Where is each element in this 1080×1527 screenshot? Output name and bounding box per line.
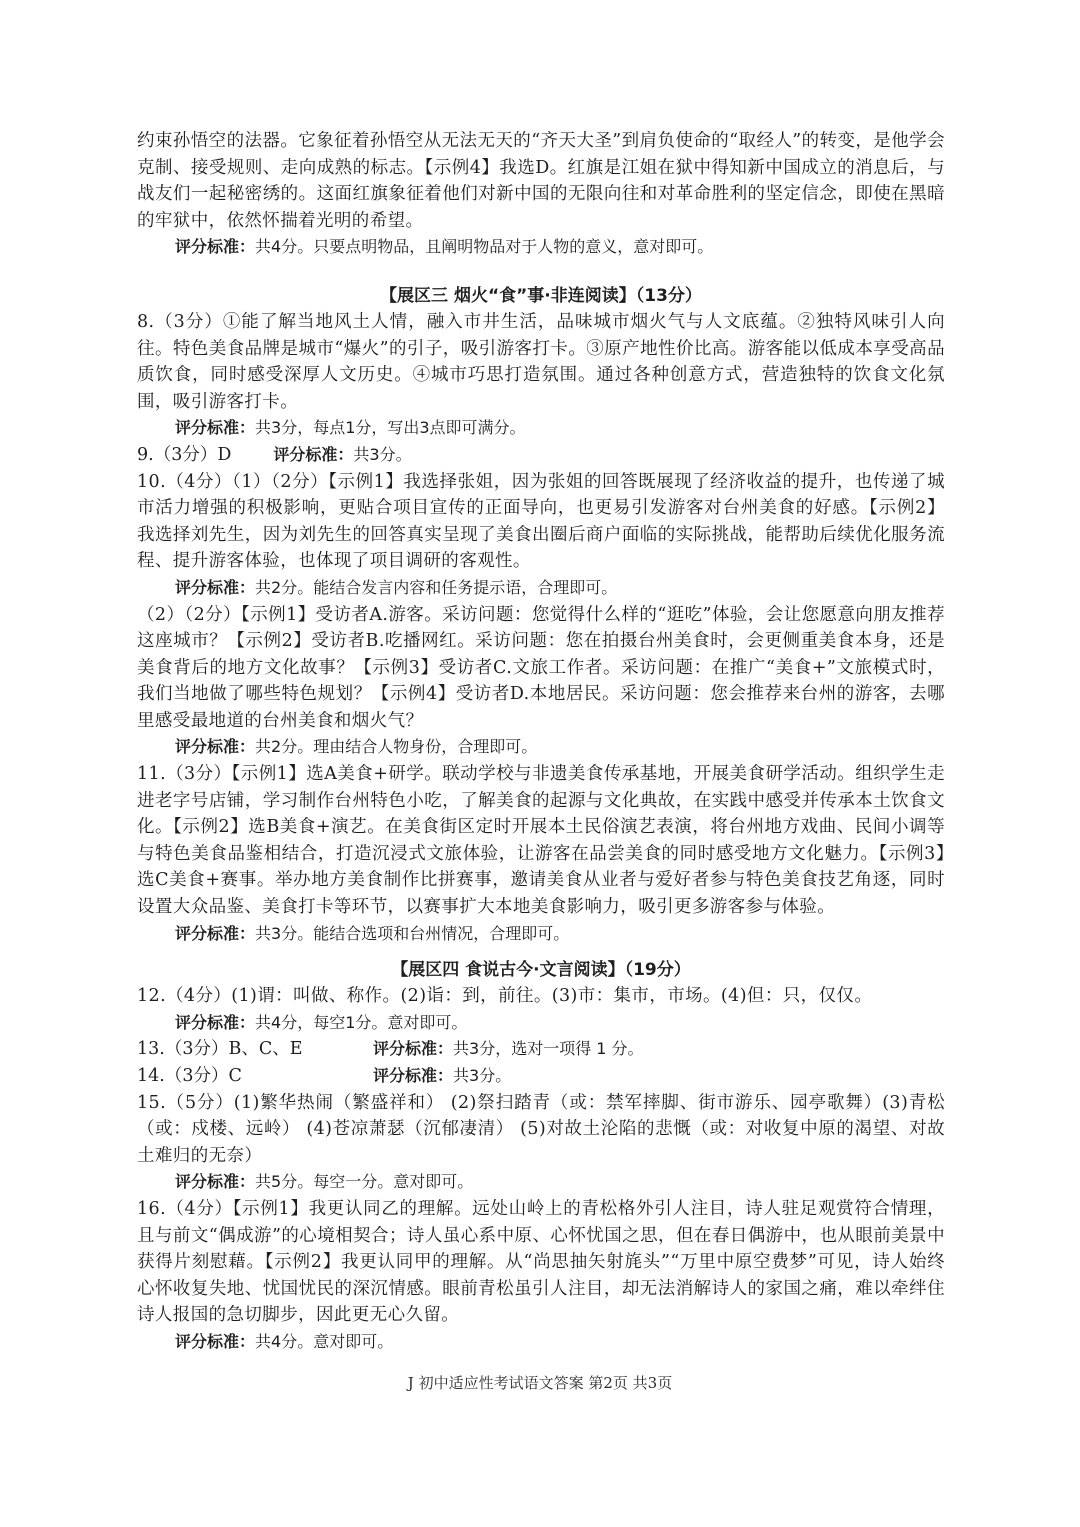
scoring-label: 评分标准： [373, 1039, 454, 1059]
q16-answer: 16.（4分）【示例1】我更认同乙的理解。远处山岭上的青松格外引人注目，诗人驻足观赏符合情理，且与前文“偶成游”的心境相契合；诗人虽心系中原、心怀忧国之思，但在春日偶游中，也从眼前美景中获得片刻慰藉。【示例2】我更认同甲的理解。从“尚思抽矢射旄头”“万里中原空费梦”可见，诗人始终心怀收复失地、忧国忧民的深沉情感。眼前青松虽引人注目，却无法消解诗人的家国之痛，难以牵绊住诗人报国的急切脚步，因此更无心久留。 [137, 1198, 945, 1326]
scoring-text: 共3分，每点1分，写出3点即可满分。 [255, 418, 526, 438]
scoring-label: 评分标准： [175, 237, 256, 257]
scoring-label: 评分标准： [175, 1172, 256, 1192]
q10-part1-scoring-standard [175, 575, 945, 602]
scoring-label: 评分标准： [175, 1012, 256, 1032]
scoring-text: 共2分。理由结合人物身份，合理即可。 [255, 737, 538, 757]
q13-answer [137, 1036, 945, 1063]
q15-answer: 15.（5分）(1)繁华热闹（繁盛祥和） (2)祭扫踏青（或：禁军摔脚、街市游乐、园亭歌舞）(3)青松（或：戍楼、远岭） (4)苍凉萧瑟（沉郁凄清） (5)对故土沦陷的悲慨（或：对收复中原的渴望、对故土难归的无奈） [137, 1092, 945, 1166]
q14-text: 14.（3分）C [137, 1066, 242, 1086]
scoring-text: 共3分，选对一项得 1 分。 [453, 1039, 644, 1059]
scoring-text: 共4分。意对即可。 [255, 1331, 394, 1351]
q11-answer: 11.（3分）【示例1】选A美食+研学。联动学校与非遗美食传承基地，开展美食研学活动。组织学生走进老字号店铺，学习制作台州特色小吃，了解美食的起源与文化典故，在实践中感受并传承本土饮食文化。【示例2】选B美食+演艺。在美食街区定时开展本土民俗演艺表演，将台州地方戏曲、民间小调等与特色美食品鉴相结合，打造沉浸式文旅体验，让游客在品尝美食的同时感受地方文化魅力。【示例3】选C美食+赛事。举办地方美食制作比拼赛事，邀请美食从业者与爱好者参与特色美食技艺角逐，同时设置大众品鉴、美食打卡等环节，以赛事扩大本地美食影响力，吸引更多游客参与体验。 [137, 764, 945, 918]
scoring-label: 评分标准： [175, 737, 256, 757]
scoring-label: 评分标准： [175, 1331, 256, 1351]
q14-scoring-standard [373, 1066, 511, 1085]
scoring-text: 共4分，每空1分。意对即可。 [255, 1012, 468, 1032]
scoring-label: 评分标准： [175, 923, 256, 943]
section4-heading: 【展区四 食说古今·文言阅读】（19分） [391, 960, 691, 981]
q12-scoring-standard [175, 1010, 945, 1037]
scoring-text: 共3分。能结合选项和台州情况，合理即可。 [255, 923, 570, 943]
q13-text: 13.（3分）B、C、E [137, 1039, 303, 1060]
q14-answer [137, 1063, 945, 1090]
q15-scoring-standard [175, 1169, 945, 1196]
q10-part1-answer: 10.（4分）（1）（2分）【示例1】我选择张姐，因为张姐的回答既展现了经济收益的提升，也传递了城市活力增强的积极影响，更贴合项目宣传的正面导向，也更易引发游客对台州美食的好感。【示例2】我选择刘先生，因为刘先生的回答真实呈现了美食出圈后商户面临的实际挑战，能帮助后续优化服务流程、提升游客体验，也体现了项目调研的客观性。 [137, 471, 945, 572]
scoring-text: 共2分。能结合发言内容和任务提示语，合理即可。 [255, 577, 618, 597]
q10-part2-answer: （2）（2分）【示例1】受访者A.游客。采访问题：您觉得什么样的“逛吃”体验，会让您愿意向朋友推荐这座城市？【示例2】受访者B.吃播网红。采访问题：您在拍摄台州美食时，会更侧重美食本身，还是美食背后的地方文化故事？【示例3】受访者C.文旅工作者。采访问题：在推广“美食+”文旅模式时，我们当地做了哪些特色规划？【示例4】受访者D.本地居民。采访问题：您会推荐来台州的游客，去哪里感受最地道的台州美食和烟火气？ [137, 604, 945, 731]
section3-heading: 【展区三 烟火“食”事·非连阅读】（13分） [380, 285, 702, 306]
q8-scoring-standard [175, 415, 945, 442]
q13-scoring-standard [373, 1039, 644, 1058]
q11-scoring-standard [175, 921, 945, 948]
scoring-label: 评分标准： [175, 418, 256, 438]
q16-scoring-standard [175, 1329, 945, 1356]
scoring-text: 共3分。 [453, 1066, 512, 1085]
page-footer: J 初中适应性考试语文答案 第2页 共3页 [407, 1374, 673, 1392]
scoring-label: 评分标准： [175, 577, 256, 597]
q8-answer: 8.（3分）①能了解当地风土人情，融入市井生活，品味城市烟火气与人文底蕴。②独特风味引人向往。特色美食品牌是城市“爆火”的引子，吸引游客打卡。③原产地性价比高。游客能以低成本享受高品质饮食，同时感受深厚人文历史。④城市巧思打造氛围。通过各种创意方式，营造独特的饮食文化氛围，吸引游客打卡。 [137, 311, 945, 412]
q9-text: 9.（3分）D [137, 444, 232, 465]
scoring-label: 评分标准： [273, 444, 354, 464]
q12-answer: 12.（4分）(1)谓：叫做、称作。(2)诣：到，前往。(3)市：集市，市场。(4)但：只，仅仅。 [137, 986, 873, 1007]
scoring-label: 评分标准： [373, 1066, 454, 1085]
scoring-text: 共5分。每空一分。意对即可。 [255, 1172, 474, 1192]
q9-scoring-standard [273, 445, 411, 464]
q7-scoring-standard [175, 234, 945, 261]
scoring-text: 共3分。 [353, 444, 412, 464]
q9-answer [137, 442, 945, 469]
q7-continuation: 约束孙悟空的法器。它象征着孙悟空从无法无天的“齐天大圣”到肩负使命的“取经人”的转变，是他学会克制、接受规则、走向成熟的标志。【示例4】我选D。红旗是江姐在狱中得知新中国成立的消息后，与战友们一起秘密绣的。这面红旗象征着他们对新中国的无限向往和对革命胜利的坚定信念，即使在黑暗的牢狱中，依然怀揣着光明的希望。 [137, 131, 945, 231]
page-content [137, 128, 945, 1356]
scoring-text: 共4分。只要点明物品，且阐明物品对于人物的意义，意对即可。 [255, 237, 714, 257]
q10-part2-scoring-standard [175, 734, 945, 761]
